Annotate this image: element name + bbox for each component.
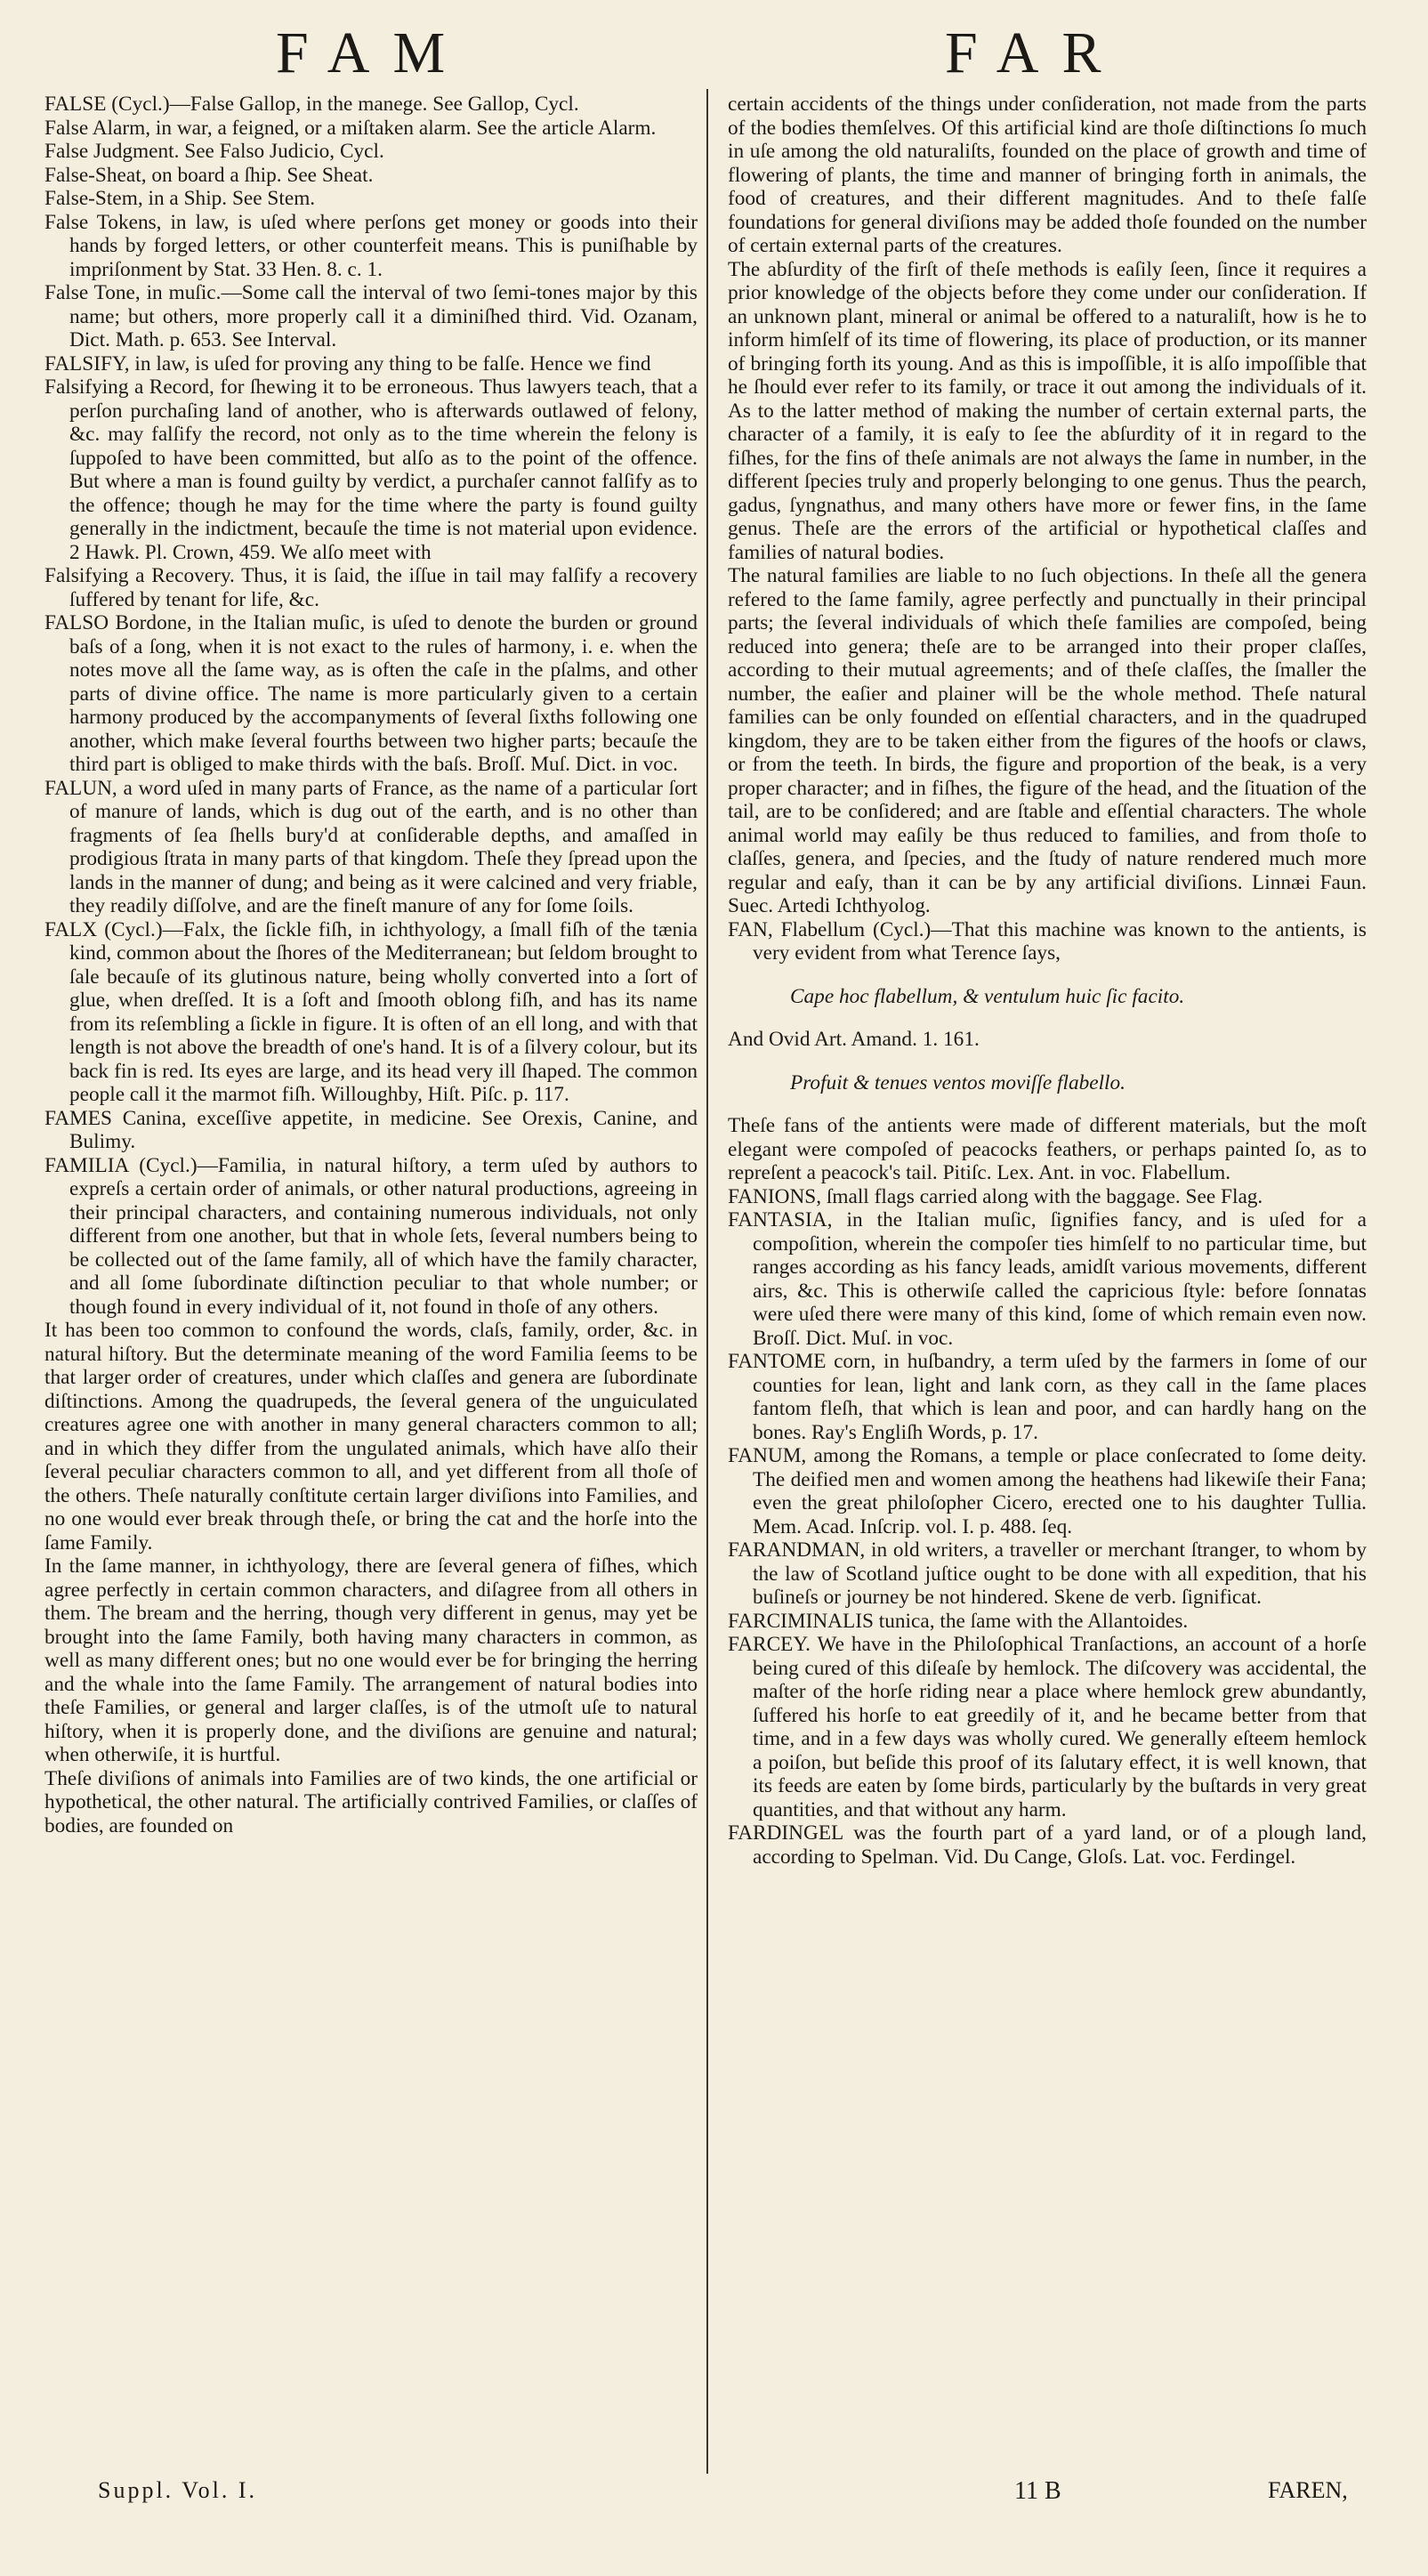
dictionary-entry: FANTOME corn, in huſbandry, a term uſed by the farmers in ſome of our counties for lean, light and lank corn, as they call in the ſame places fantom fleſh, that which is lean and poor, and can hardly hang on the bones. Ray's Engliſh Words, p. 17. <box>728 1350 1367 1444</box>
dictionary-entry: FALSO Bordone, in the Italian muſic, is uſed to denote the burden or ground baſs of a ſong, when it is not exact to the rules of harmony, i. e. when the notes move all the ſame way, as is often the caſe in the pſalms, and other parts of divine office. The name is more particularly given to a certain harmony produced by the accompanyments of ſeveral ſixths following one another, which make ſeveral fourths between two higher parts; becauſe the third part is obliged to make thirds with the baſs. Broſſ. Muſ. Dict. in voc. <box>44 611 698 776</box>
running-head-right: FAR <box>945 20 1125 85</box>
paragraph: It has been too common to confound the words, claſs, family, order, &c. in natural hiſtory. But the determinate meaning of the word Familia ſeems to be that larger order of creatures, under which claſſes and genera are ſubordinate diſtinctions. Among the quadrupeds, the ſeveral genera of the unguiculated creatures agree one with another in many general characters common to all; and in which they differ from the ungulated animals, which have alſo their ſeveral peculiar characters common to all, and yet different from all thoſe of the others. Theſe naturally conſtitute certain larger diviſions into Families, and no one would ever break through theſe, or bring the cat and the horſe into the ſame Family. <box>44 1319 698 1554</box>
running-head-left: FAM <box>276 20 469 85</box>
dictionary-entry: FANTASIA, in the Italian muſic, ſignifies fancy, and is uſed for a compoſition, wherein the compoſer ties himſelf to no particular time, but ranges according as his fancy leads, amidſt various movements, different airs, &c. This is otherwiſe called the capricious ſtyle: before ſonnatas were uſed there were many of this kind, ſome of which remain even now. Broſſ. Dict. Muſ. in voc. <box>728 1208 1367 1350</box>
dictionary-entry: Falsifying a Record, for ſhewing it to be erroneous. Thus lawyers teach, that a perſon purchaſing land of another, who is afterwards outlawed of felony, &c. may falſify the record, not only as to the time wherein the felony is ſuppoſed to have been committed, but alſo as to the point of the offence. But where a man is found guilty by verdict, a purchaſer cannot falſify as to the offence; though he may for the time where the party is found guilty generally in the indictment, becauſe the time is not material upon evidence. 2 Hawk. Pl. Crown, 459. We alſo meet with <box>44 375 698 564</box>
dictionary-entry: False Alarm, in war, a feigned, or a miſtaken alarm. See the article Alarm. <box>44 116 657 140</box>
dictionary-entry: False-Stem, in a Ship. See Stem. <box>44 187 316 210</box>
paragraph: certain accidents of the things under conſideration, not made from the parts of the bodies themſelves. Of this artificial kind are thoſe diſtinctions ſo much in uſe among the old naturaliſts, founded on the place of growth and time of flowering of plants, the time and manner of bringing forth in animals, the food of creatures, and their different magnitudes. And to theſe falſe foundations for general diviſions may be added thoſe founded on the number of certain external parts of the creatures. <box>728 93 1367 257</box>
right-column <box>728 93 1367 2467</box>
column-rule <box>706 89 708 2474</box>
paragraph: Theſe diviſions of animals into Families are of two kinds, the one artificial or hypothetical, the other natural. The artificially contrived Families, or claſſes of bodies, are founded on <box>44 1766 698 1837</box>
dictionary-entry: FANUM, among the Romans, a temple or place conſecrated to ſome deity. The deified men and women among the heathens had likewiſe their Fana; even the great philoſopher Cicero, erected one to his daughter Tullia. Mem. Acad. Inſcrip. vol. I. p. 488. ſeq. <box>728 1444 1367 1538</box>
dictionary-entry: FALUN, a word uſed in many parts of France, as the name of a particular ſort of manure of lands, which is dug out of the earth, and is no other than fragments of ſea ſhells bury'd at conſiderable depths, and amaſſed in prodigious ſtrata in many parts of that kingdom. Theſe they ſpread upon the lands in the manner of dung; and being as it were calcined and very friable, they readily diſſolve, and are the fineſt manure of any for ſome ſoils. <box>44 776 698 917</box>
dictionary-entry: FAMILIA (Cycl.)—Familia, in natural hiſtory, a term uſed by authors to expreſs a certain order of animals, or other natural productions, agreeing in their principal characters, and containing numerous individuals, not only different from one another, but that in whole ſets, ſeveral numbers being to be collected out of the ſame family, all of which have the family character, and all ſome ſubordinate diſtinction peculiar to that whole number; or though found in every individual of it, not found in thoſe of any others. <box>44 1153 698 1319</box>
left-column <box>44 93 698 2467</box>
dictionary-entry: FARDINGEL was the fourth part of a yard land, or of a plough land, according to Spelman. Vid. Du Cange, Gloſs. Lat. voc. Ferdingel. <box>728 1821 1367 1869</box>
paragraph: The abſurdity of the firſt of theſe methods is eaſily ſeen, ſince it requires a prior knowledge of the objects before they come under our conſideration. If an unknown plant, mineral or animal be offered to a naturaliſt, how is he to inform himſelf of its time of flowering, its place of production, or its manner of bringing forth its young. And as this is impoſſible, it is alſo impoſſible that he ſhould ever refer to its family, or trace it out among the individuals of it. As to the latter method of making the number of certain external parts, the character of a family, it is eaſy to ſee the abſurdity of it in regard to the fiſhes, for the fins of theſe animals are not always the ſame in number, in the different ſpecies truly and properly belonging to one genus. Thus the pearch, gadus, ſyngnathus, and many others have more or fewer fins, in the ſame genus. Theſe are the errors of the artificial or hypothetical claſſes and families of natural bodies. <box>728 257 1367 564</box>
dictionary-entry: FARCEY. We have in the Philoſophical Tranſactions, an account of a horſe being cured of this diſeaſe by hemlock. The diſcovery was accidental, the maſter of the horſe riding near a place where hemlock grew abundantly, ſuffered his horſe to eat greedily of it, and he became better from that time, and in a few days was wholly cured. We generally eſteem hemlock a poiſon, but beſide this proof of its ſalutary effect, it is well known, that its feeds are eaten by ſome birds, particularly by the buſtards in very great quantities, and that without any harm. <box>728 1633 1367 1821</box>
dictionary-entry: False Tone, in muſic.—Some call the interval of two ſemi-tones major by this name; but others, more properly call it a diminiſhed third. Vid. Ozanam, Dict. Math. p. 653. See Interval. <box>44 281 698 351</box>
dictionary-entry: FARCIMINALIS tunica, the ſame with the Allantoides. <box>728 1609 1189 1633</box>
dictionary-entry: FARANDMAN, in old writers, a traveller or merchant ſtranger, to whom by the law of Scotland juſtice ought to be done with all expedition, that his buſineſs or journey be not hindered. Skene de verb. ſignificat. <box>728 1538 1367 1609</box>
dictionary-entry: FAN, Flabellum (Cycl.)—That this machine was known to the antients, is very evident from what Terence ſays, <box>728 917 1367 965</box>
quotation: Cape hoc flabellum, & ventulum huic ſic facito. <box>790 984 1185 1008</box>
paragraph: And Ovid Art. Amand. 1. 161. <box>728 1028 980 1051</box>
dictionary-entry: Falsifying a Recovery. Thus, it is ſaid, the iſſue in tail may falſify a recovery ſuffered by tenant for life, &c. <box>44 564 698 611</box>
footer-signature: 11 B <box>1014 2477 1061 2505</box>
dictionary-entry: False Judgment. See Falso Judicio, Cycl. <box>44 140 384 163</box>
paragraph: Theſe fans of the antients were made of different materials, but the moſt elegant were compoſed of peacocks feathers, or perhaps painted ſo, as to repreſent a peacock's tail. Pitiſc. Lex. Ant. in voc. Flabellum. <box>728 1114 1367 1184</box>
quotation: Profuit & tenues ventos moviſſe flabello. <box>790 1070 1125 1094</box>
dictionary-entry: FALSIFY, in law, is uſed for proving any thing to be falſe. Hence we find <box>44 351 651 375</box>
paragraph: In the ſame manner, in ichthyology, there are ſeveral genera of fiſhes, which agree perfectly in certain common characters, and diſagree from all others in them. The bream and the herring, though very different in genus, may yet be brought into the ſame Family, both having many characters in common, as well as many different ones; but no one would ever be for bringing the herring and the whale into the ſame Family. The arrangement of natural bodies into theſe Families, or general and larger claſſes, is of the utmoſt uſe to natural hiſtory, when it is properly done, and the diviſions are genuine and natural; when otherwiſe, it is hurtful. <box>44 1554 698 1766</box>
dictionary-entry: FANIONS, ſmall flags carried along with the baggage. See Flag. <box>728 1184 1263 1208</box>
footer-volume: Suppl. Vol. I. <box>98 2477 258 2503</box>
dictionary-entry: FAMES Canina, exceſſive appetite, in medicine. See Orexis, Canine, and Bulimy. <box>44 1106 698 1153</box>
dictionary-entry: False-Sheat, on board a ſhip. See Sheat. <box>44 163 374 187</box>
footer-catchword: FAREN, <box>1268 2477 1348 2503</box>
paragraph: The natural families are liable to no ſuch objections. In theſe all the genera refered to the ſame family, agree perfectly and punctually in their principal parts; the ſeveral individuals of which theſe families are compoſed, being reduced into genera; theſe are to be arranged into their proper claſſes, according to their mutual agreements; and of theſe claſſes, the ſmaller the number, the eaſier and plainer will be the whole method. Theſe natural families can be only founded on eſſential characters, and in the quadruped kingdom, they are to be taken either from the figures of the hoofs or claws, or from the teeth. In birds, the figure and proportion of the beak, is a very proper character; and in fiſhes, the figure of the head, and the ſituation of the tail, are to be conſidered; and are ſtable and eſſential characters. The whole animal world may eaſily be thus reduced to families, and from thoſe to claſſes, genera, and ſpecies, and the ſtudy of nature rendered much more regular and eaſy, than it can be by any artificial diviſions. Linnæi Faun. Suec. Artedi Ichthyolog. <box>728 564 1367 917</box>
dictionary-entry: FALSE (Cycl.)—False Gallop, in the manege. See Gallop, Cycl. <box>44 93 579 116</box>
dictionary-entry: FALX (Cycl.)—Falx, the ſickle fiſh, in ichthyology, a ſmall fiſh of the tænia kind, common about the ſhores of the Mediterranean; but ſeldom brought to ſale becauſe of its glutinous nature, being wholly converted into a ſort of glue, when dreſſed. It is a ſoft and ſmooth oblong fiſh, and has its name from its reſembling a ſickle in figure. It is often of an ell long, and with that length is not above the breadth of one's hand. It is of a ſilvery colour, but its back fin is red. Its eyes are large, and its head very ill ſhaped. The common people call it the marmot fiſh. Willoughby, Hiſt. Piſc. p. 117. <box>44 917 698 1106</box>
dictionary-entry: False Tokens, in law, is uſed where perſons get money or goods into their hands by forged letters, or other counterfeit means. This is puniſhable by impriſonment by Stat. 33 Hen. 8. c. 1. <box>44 210 698 281</box>
